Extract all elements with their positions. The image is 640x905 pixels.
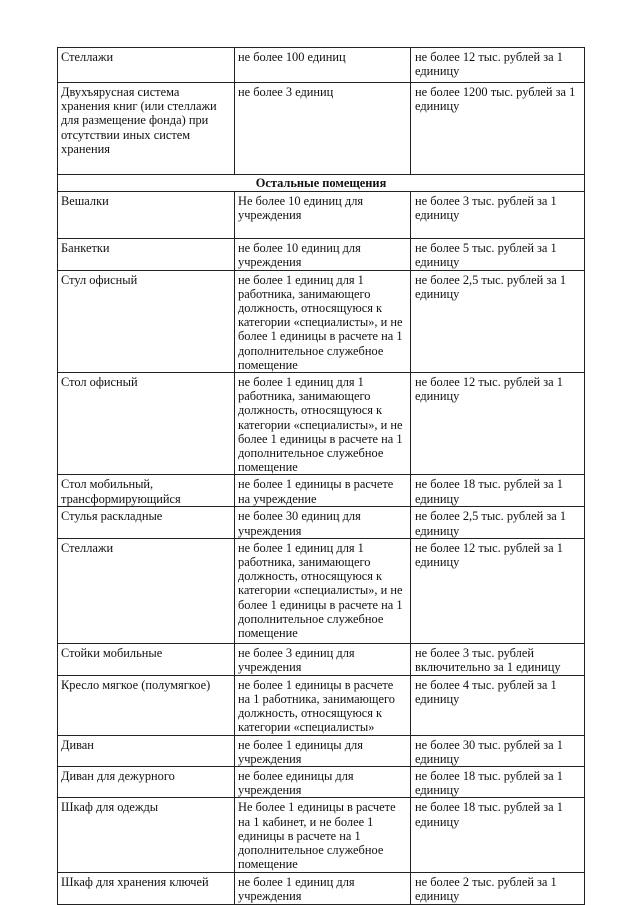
price-limit-cell: не более 18 тыс. рублей за 1 единицу xyxy=(411,798,585,872)
price-limit-cell: не более 2,5 тыс. рублей за 1 единицу xyxy=(411,270,585,372)
table-row xyxy=(58,735,585,766)
price-limit-cell: не более 3 тыс. рублей включительно за 1 единицу xyxy=(411,643,585,675)
price-limit-cell: не более 12 тыс. рублей за 1 единицу xyxy=(411,538,585,643)
price-limit-cell: не более 1200 тыс. рублей за 1 единицу xyxy=(411,83,585,175)
quantity-limit-cell: не более 1 единицы в расчете на 1 работника, занимающего должность, относящуюся к категории «специалисты» xyxy=(235,675,411,735)
item-name-cell: Стеллажи xyxy=(58,538,235,643)
price-limit-cell: не более 2 тыс. рублей за 1 единицу xyxy=(411,872,585,904)
table-body xyxy=(58,48,585,905)
quantity-limit-cell: не более 30 единиц для учреждения xyxy=(235,507,411,538)
table-row xyxy=(58,475,585,507)
price-limit-cell: не более 18 тыс. рублей за 1 единицу xyxy=(411,767,585,798)
item-name-cell: Стол мобильный, трансформирующийся xyxy=(58,475,235,507)
quantity-limit-cell: не более 1 единиц для 1 работника, занимающего должность, относящуюся к категории «специалисты», и не более 1 единицы в расчете на 1 дополнительное служебное помещение xyxy=(235,270,411,372)
price-limit-cell: не более 30 тыс. рублей за 1 единицу xyxy=(411,735,585,766)
table-row xyxy=(58,192,585,239)
item-name-cell: Диван для дежурного xyxy=(58,767,235,798)
item-name-cell: Стулья раскладные xyxy=(58,507,235,538)
table-row xyxy=(58,270,585,372)
item-name-cell: Кресло мягкое (полумягкое) xyxy=(58,675,235,735)
price-limit-cell: не более 5 тыс. рублей за 1 единицу xyxy=(411,239,585,270)
quantity-limit-cell: не более 1 единиц для 1 работника, занимающего должность, относящуюся к категории «специалисты», и не более 1 единицы в расчете на 1 дополнительное служебное помещение xyxy=(235,373,411,475)
quantity-limit-cell: не более 1 единиц для 1 работника, занимающего должность, относящуюся к категории «специалисты», и не более 1 единицы в расчете на 1 дополнительное служебное помещение xyxy=(235,538,411,643)
quantity-limit-cell: не более 1 единиц для учреждения xyxy=(235,872,411,904)
item-name-cell: Вешалки xyxy=(58,192,235,239)
item-name-cell: Шкаф для одежды xyxy=(58,798,235,872)
price-limit-cell: не более 18 тыс. рублей за 1 единицу xyxy=(411,475,585,507)
quantity-limit-cell: Не более 10 единиц для учреждения xyxy=(235,192,411,239)
item-name-cell: Стол офисный xyxy=(58,373,235,475)
table-row xyxy=(58,48,585,83)
table-row xyxy=(58,798,585,872)
quantity-limit-cell: не более единицы для учреждения xyxy=(235,767,411,798)
item-name-cell: Шкаф для хранения ключей xyxy=(58,872,235,904)
quantity-limit-cell: не более 3 единиц xyxy=(235,83,411,175)
table-row xyxy=(58,83,585,175)
item-name-cell: Банкетки xyxy=(58,239,235,270)
quantity-limit-cell: не более 1 единицы в расчете на учреждение xyxy=(235,475,411,507)
table-row xyxy=(58,767,585,798)
table-row xyxy=(58,538,585,643)
quantity-limit-cell: не более 1 единицы для учреждения xyxy=(235,735,411,766)
price-limit-cell: не более 3 тыс. рублей за 1 единицу xyxy=(411,192,585,239)
furniture-norms-table xyxy=(57,47,585,905)
price-limit-cell: не более 12 тыс. рублей за 1 единицу xyxy=(411,48,585,83)
table-row xyxy=(58,373,585,475)
quantity-limit-cell: не более 10 единиц для учреждения xyxy=(235,239,411,270)
price-limit-cell: не более 4 тыс. рублей за 1 единицу xyxy=(411,675,585,735)
item-name-cell: Стойки мобильные xyxy=(58,643,235,675)
item-name-cell: Стеллажи xyxy=(58,48,235,83)
item-name-cell: Стул офисный xyxy=(58,270,235,372)
price-limit-cell: не более 2,5 тыс. рублей за 1 единицу xyxy=(411,507,585,538)
table-row xyxy=(58,239,585,270)
section-row xyxy=(58,175,585,192)
table-row xyxy=(58,872,585,904)
item-name-cell: Диван xyxy=(58,735,235,766)
quantity-limit-cell: Не более 1 единицы в расчете на 1 кабинет, и не более 1 единицы в расчете на 1 дополнительное служебное помещение xyxy=(235,798,411,872)
table-row xyxy=(58,643,585,675)
price-limit-cell: не более 12 тыс. рублей за 1 единицу xyxy=(411,373,585,475)
item-name-cell: Двухъярусная система хранения книг (или стеллажи для размещение фонда) при отсутствии иных систем хранения xyxy=(58,83,235,175)
table-row xyxy=(58,507,585,538)
section-heading: Остальные помещения xyxy=(58,175,585,192)
quantity-limit-cell: не более 100 единиц xyxy=(235,48,411,83)
quantity-limit-cell: не более 3 единиц для учреждения xyxy=(235,643,411,675)
table-row xyxy=(58,675,585,735)
